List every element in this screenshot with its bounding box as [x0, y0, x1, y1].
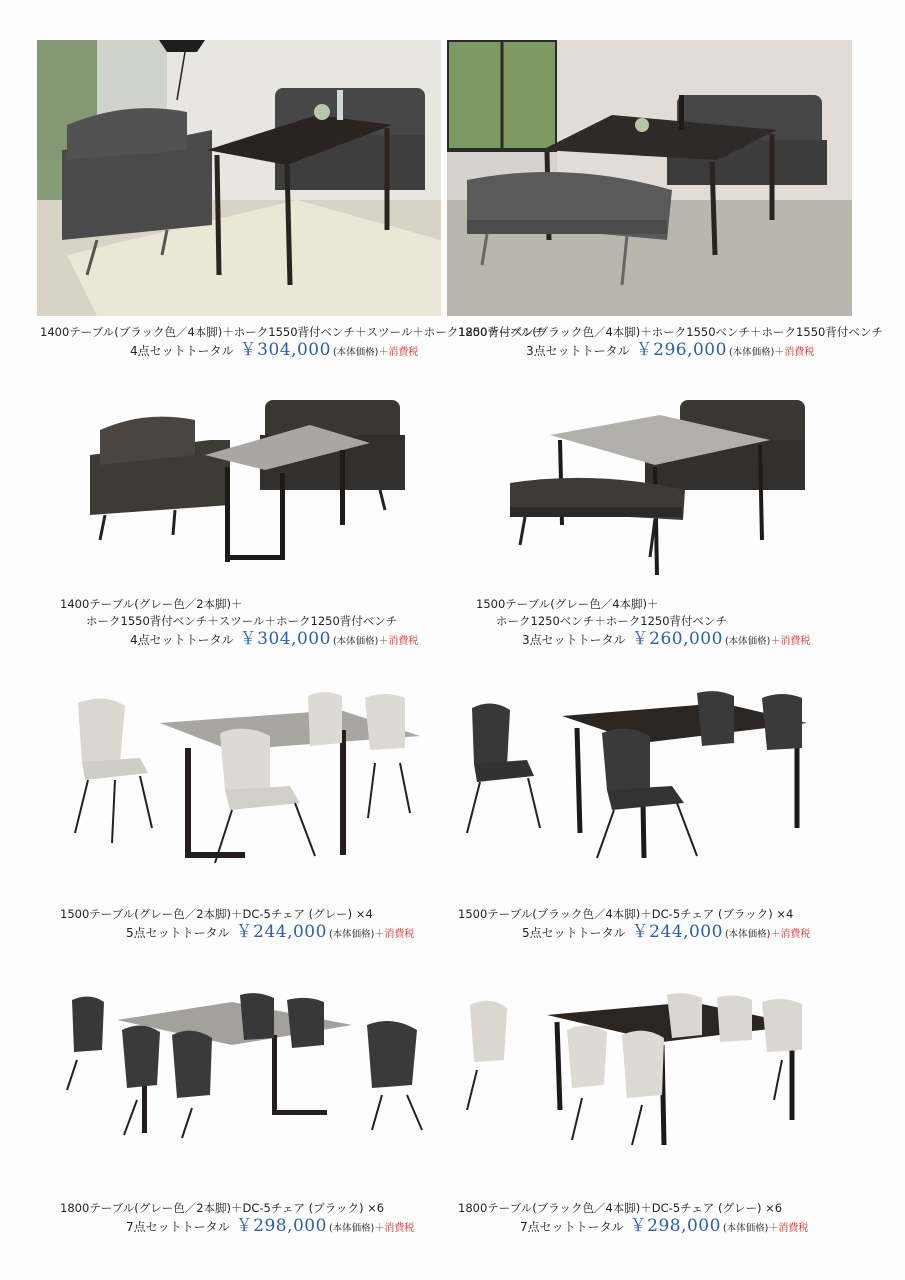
product-photo-6: [462, 688, 814, 863]
item-caption-6: [458, 906, 810, 943]
set-total-label: 3点セットトータル: [526, 344, 630, 358]
set-total-label: 5点セットトータル: [126, 926, 230, 940]
item-caption-4: [476, 596, 810, 650]
item-description: 1400テーブル(ブラック色／4本脚)＋ホーク1550背付ベンチ＋スツール＋ホーク1250背付ベンチ: [40, 325, 546, 339]
tax-note: ＋消費税: [770, 636, 811, 647]
tax-note: ＋消費税: [770, 929, 811, 940]
item-caption-2: [458, 324, 883, 361]
price-note: (本体価格): [724, 929, 771, 940]
set-total-label: 3点セットトータル: [522, 633, 626, 647]
price-note: (本体価格): [332, 347, 379, 358]
price-note: (本体価格): [328, 1223, 375, 1234]
product-photo-4: [505, 395, 815, 580]
price-note: (本体価格): [728, 347, 775, 358]
price: ￥304,000: [239, 629, 331, 649]
product-photo-1: [37, 40, 441, 316]
item-caption-3: [60, 596, 418, 650]
item-caption-5: [60, 906, 414, 943]
item-caption-8: [458, 1200, 808, 1237]
tax-note: ＋消費税: [378, 636, 419, 647]
item-description-line2: ホーク1550背付ベンチ＋スツール＋ホーク1250背付ベンチ: [86, 614, 398, 628]
item-description: 1500テーブル(グレー色／4本脚)＋: [476, 597, 659, 611]
set-total-label: 5点セットトータル: [522, 926, 626, 940]
price-note: (本体価格): [332, 636, 379, 647]
tax-note: ＋消費税: [768, 1223, 809, 1234]
tax-note: ＋消費税: [374, 1223, 415, 1234]
price: ￥304,000: [239, 340, 331, 360]
set-total-label: 7点セットトータル: [126, 1220, 230, 1234]
set-total-label: 4点セットトータル: [130, 344, 234, 358]
set-total-label: 4点セットトータル: [130, 633, 234, 647]
item-description: 1400テーブル(グレー色／2本脚)＋: [60, 597, 243, 611]
product-photo-7: [62, 990, 432, 1140]
tax-note: ＋消費税: [774, 347, 815, 358]
tax-note: ＋消費税: [374, 929, 415, 940]
item-description-line2: ホーク1250ベンチ＋ホーク1250背付ベンチ: [496, 614, 728, 628]
price: ￥244,000: [631, 922, 723, 942]
product-photo-2: [447, 40, 852, 316]
price-note: (本体価格): [722, 1223, 769, 1234]
product-photo-5: [70, 688, 425, 873]
product-photo-8: [462, 990, 822, 1150]
item-description: 1800テーブル(ブラック色／4本脚)＋ホーク1550ベンチ＋ホーク1550背付ベンチ: [458, 325, 883, 339]
item-description: 1500テーブル(グレー色／2本脚)＋DC-5チェア (グレー) ×4: [60, 907, 373, 921]
price: ￥260,000: [631, 629, 723, 649]
item-description: 1800テーブル(ブラック色／4本脚)＋DC-5チェア (グレー) ×6: [458, 1201, 783, 1215]
price: ￥298,000: [235, 1216, 327, 1236]
item-description: 1800テーブル(グレー色／2本脚)＋DC-5チェア (ブラック) ×6: [60, 1201, 385, 1215]
price-note: (本体価格): [724, 636, 771, 647]
price: ￥244,000: [235, 922, 327, 942]
tax-note: ＋消費税: [378, 347, 419, 358]
price-note: (本体価格): [328, 929, 375, 940]
item-description: 1500テーブル(ブラック色／4本脚)＋DC-5チェア (ブラック) ×4: [458, 907, 794, 921]
product-photo-3: [85, 395, 415, 570]
price: ￥296,000: [635, 340, 727, 360]
set-total-label: 7点セットトータル: [520, 1220, 624, 1234]
price: ￥298,000: [629, 1216, 721, 1236]
item-caption-7: [60, 1200, 414, 1237]
